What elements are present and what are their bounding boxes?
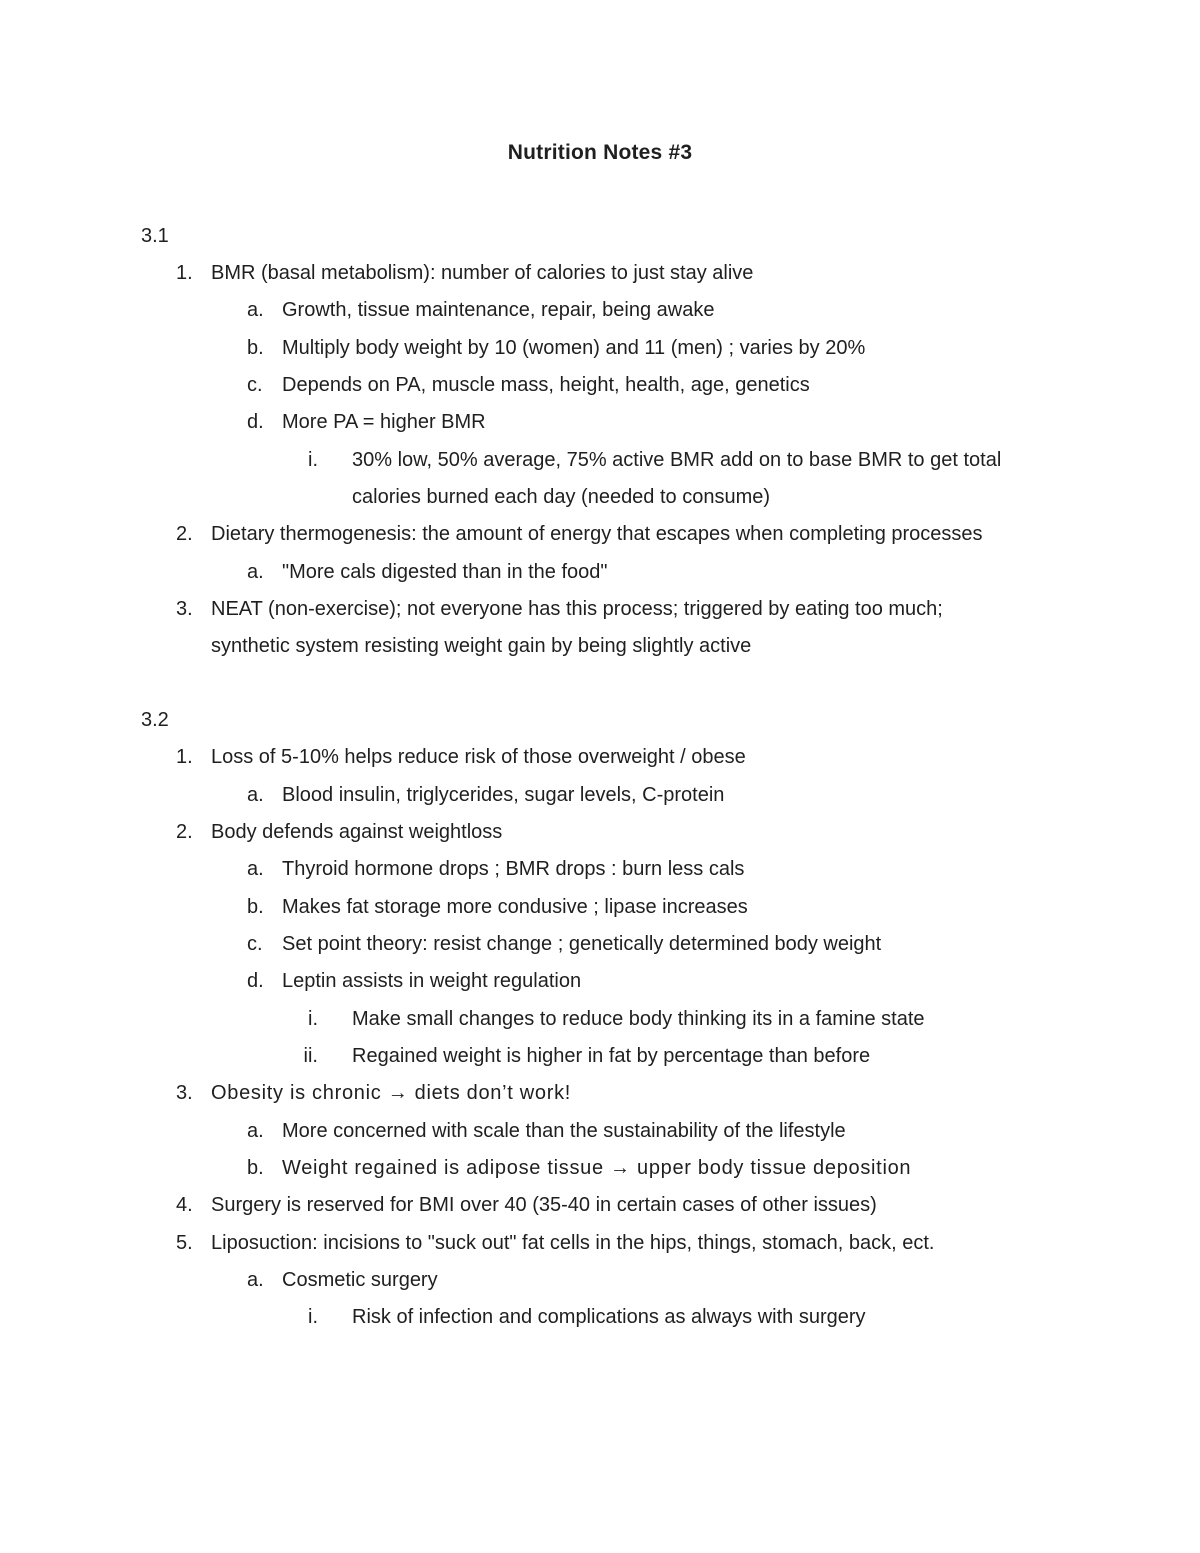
list-marker: a. bbox=[247, 1120, 264, 1142]
list-marker: a. bbox=[247, 858, 264, 880]
list-item: Regained weight is higher in fat by percentage than before bbox=[352, 1045, 871, 1067]
list-item: NEAT (non-exercise); not everyone has this process; triggered by eating too much; bbox=[211, 598, 943, 620]
list-marker: a. bbox=[247, 1269, 264, 1291]
list-item: More PA = higher BMR bbox=[282, 411, 486, 433]
list-item-continuation: synthetic system resisting weight gain by being slightly active bbox=[211, 635, 752, 657]
document-title: Nutrition Notes #3 bbox=[507, 141, 693, 164]
list-item-continuation: calories burned each day (needed to consume) bbox=[352, 486, 771, 508]
list-marker: 3. bbox=[176, 598, 193, 620]
list-marker: 1. bbox=[176, 262, 193, 284]
list-marker: 4. bbox=[176, 1194, 193, 1216]
list-item: Loss of 5-10% helps reduce risk of those overweight / obese bbox=[211, 746, 746, 768]
list-item: Weight regained is adipose tissue → upper body tissue deposition bbox=[282, 1157, 912, 1179]
list-marker: d. bbox=[247, 970, 264, 992]
list-item: Multiply body weight by 10 (women) and 11 (men) ; varies by 20% bbox=[282, 337, 866, 359]
list-item: Obesity is chronic → diets don’t work! bbox=[211, 1082, 572, 1104]
list-marker: ii. bbox=[303, 1045, 318, 1067]
list-marker: a. bbox=[247, 784, 264, 806]
list-item: Set point theory: resist change ; genetically determined body weight bbox=[282, 933, 882, 955]
list-marker: b. bbox=[247, 896, 264, 918]
section-heading: 3.2 bbox=[141, 709, 169, 731]
list-item: Body defends against weightloss bbox=[211, 821, 503, 843]
list-marker: 2. bbox=[176, 523, 193, 545]
section-heading: 3.1 bbox=[141, 225, 169, 247]
list-marker: 2. bbox=[176, 821, 193, 843]
list-marker: 5. bbox=[176, 1232, 193, 1254]
list-marker: d. bbox=[247, 411, 264, 433]
list-item: Growth, tissue maintenance, repair, being awake bbox=[282, 299, 715, 321]
list-marker: i. bbox=[308, 449, 318, 471]
list-item: Blood insulin, triglycerides, sugar levels, C-protein bbox=[282, 784, 725, 806]
list-item: Surgery is reserved for BMI over 40 (35-40 in certain cases of other issues) bbox=[211, 1194, 877, 1216]
list-marker: a. bbox=[247, 299, 264, 321]
list-marker: a. bbox=[247, 561, 264, 583]
list-item: Liposuction: incisions to "suck out" fat cells in the hips, things, stomach, back, ect. bbox=[211, 1232, 935, 1254]
list-marker: 3. bbox=[176, 1082, 193, 1104]
list-item: Leptin assists in weight regulation bbox=[282, 970, 582, 992]
list-item: Thyroid hormone drops ; BMR drops : burn less cals bbox=[282, 858, 745, 880]
list-item: Cosmetic surgery bbox=[282, 1269, 438, 1291]
list-marker: i. bbox=[308, 1306, 318, 1328]
list-item: Dietary thermogenesis: the amount of energy that escapes when completing processes bbox=[211, 523, 983, 545]
list-item: Make small changes to reduce body thinking its in a famine state bbox=[352, 1008, 925, 1030]
list-item: More concerned with scale than the sustainability of the lifestyle bbox=[282, 1120, 846, 1142]
list-marker: c. bbox=[247, 374, 263, 396]
list-marker: b. bbox=[247, 337, 264, 359]
list-marker: i. bbox=[308, 1008, 318, 1030]
list-item: 30% low, 50% average, 75% active BMR add on to base BMR to get total bbox=[352, 449, 1002, 471]
list-item: Depends on PA, muscle mass, height, health, age, genetics bbox=[282, 374, 810, 396]
list-item: Risk of infection and complications as always with surgery bbox=[352, 1306, 866, 1328]
list-item: BMR (basal metabolism): number of calories to just stay alive bbox=[211, 262, 754, 284]
list-marker: c. bbox=[247, 933, 263, 955]
list-marker: 1. bbox=[176, 746, 193, 768]
list-item: Makes fat storage more condusive ; lipase increases bbox=[282, 896, 748, 918]
list-item: "More cals digested than in the food" bbox=[282, 561, 608, 583]
list-marker: b. bbox=[247, 1157, 264, 1179]
